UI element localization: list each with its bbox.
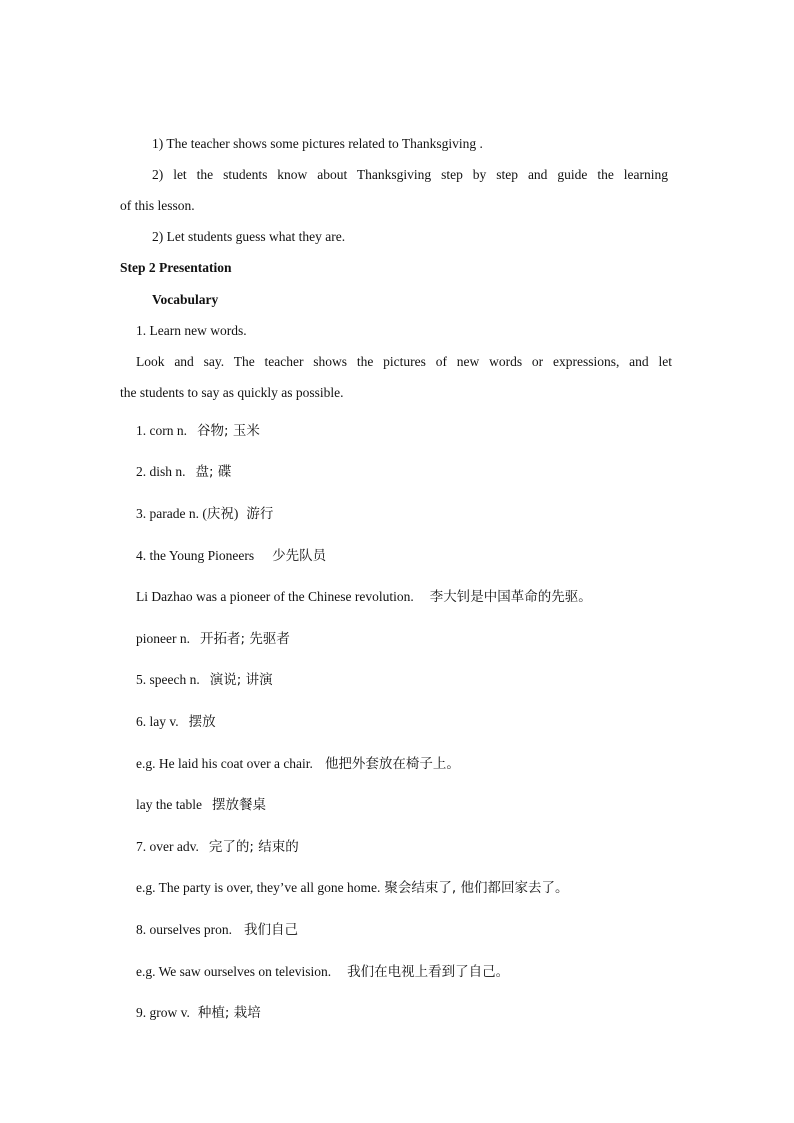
vocab-english: pioneer n.: [136, 631, 190, 646]
vocab-chinese: 完了的; 结束的: [208, 839, 299, 855]
vocab-chinese: 种植; 栽培: [197, 1005, 261, 1021]
vocab-english: e.g. We saw ourselves on television.: [136, 964, 332, 979]
vocab-chinese: 少先队员: [272, 548, 327, 564]
vocab-item: [136, 463, 231, 481]
vocab-item: [136, 547, 326, 565]
vocab-english: 5. speech n.: [136, 672, 200, 687]
vocab-chinese: 我们自己: [243, 922, 298, 938]
vocab-english: e.g. He laid his coat over a chair.: [136, 756, 313, 771]
vocabulary-subheading: Vocabulary: [152, 292, 219, 307]
vocab-item: [136, 422, 260, 440]
intro-item-1: 1) The teacher shows some pictures related to Thanksgiving .: [152, 136, 483, 151]
vocab-example: [136, 588, 592, 606]
vocab-chinese: 摆放餐桌: [211, 797, 266, 813]
vocab-example: [136, 879, 568, 897]
intro-item-3: 2) Let students guess what they are.: [152, 229, 346, 244]
vocab-example: [136, 755, 460, 773]
vocab-english: e.g. The party is over, they’ve all gone home.: [136, 880, 381, 895]
vocab-chinese: 演说; 讲演: [209, 672, 273, 688]
vocab-english: 9. grow v.: [136, 1005, 190, 1020]
vocab-english: lay the table: [136, 797, 202, 812]
vocab-english: Li Dazhao was a pioneer of the Chinese revolution.: [136, 589, 414, 604]
vocab-english: 6. lay v.: [136, 714, 179, 729]
vocab-chinese: 盘; 碟: [195, 464, 232, 480]
vocab-item: [136, 505, 273, 523]
vocab-chinese: 开拓者; 先驱者: [199, 631, 290, 647]
vocab-chinese: 李大钊是中国革命的先驱。: [429, 589, 592, 605]
step2-heading: Step 2 Presentation: [120, 260, 232, 275]
vocab-english: 2. dish n.: [136, 464, 186, 479]
vocab-english: 8. ourselves pron.: [136, 922, 232, 937]
vocab-chinese: 游行: [246, 506, 274, 522]
instruction-line-2: the students to say as quickly as possible.: [120, 385, 344, 400]
vocab-item: [136, 713, 216, 731]
intro-item-2-line-1: 2) let the students know about Thanksgiving step by step and guide the learning: [152, 167, 668, 182]
vocab-item: [136, 630, 290, 648]
vocab-english: 4. the Young Pioneers: [136, 548, 255, 563]
vocab-chinese: 摆放: [188, 714, 216, 730]
vocab-item: [136, 671, 273, 689]
vocab-example: [136, 963, 509, 981]
vocab-item: [136, 838, 299, 856]
vocab-english: 1. corn n.: [136, 423, 187, 438]
learn-new-words: 1. Learn new words.: [136, 323, 247, 338]
vocab-chinese: 谷物; 玉米: [197, 423, 260, 439]
instruction-line-1: Look and say. The teacher shows the pictures of new words or expressions, and let: [136, 354, 672, 369]
vocab-item: [136, 1004, 261, 1022]
vocab-chinese: 我们在电视上看到了自己。: [347, 964, 510, 980]
vocab-english: 3. parade n. (庆祝): [136, 506, 239, 521]
vocab-chinese: 他把外套放在椅子上。: [324, 756, 460, 772]
vocab-english: 7. over adv.: [136, 839, 199, 854]
vocab-item: [136, 796, 266, 814]
vocab-chinese: 聚会结束了, 他们都回家去了。: [384, 880, 569, 896]
vocab-item: [136, 921, 298, 939]
intro-item-2-line-2: of this lesson.: [120, 198, 195, 213]
